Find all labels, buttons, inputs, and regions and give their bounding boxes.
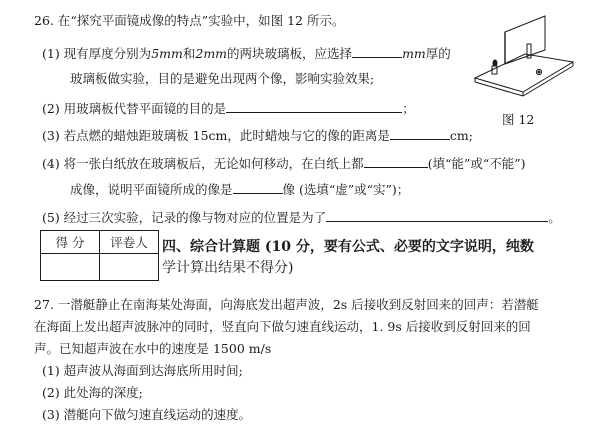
q26-part1-text-a: (1) 现有厚度分别为 (42, 46, 152, 61)
q26-part4-line2 (70, 180, 409, 199)
q27-sub2: (2) 此处海的深度; (42, 385, 143, 400)
q26-part5-end: 。 (548, 210, 561, 225)
q27-sub1: (1) 超声波从海面到达海底所用时间; (42, 363, 243, 378)
q26-part4-text-c: 成像，说明平面镜所成的像是 (70, 182, 233, 197)
answer-blank-2[interactable] (226, 99, 402, 113)
grader-header: 评卷人 (100, 231, 159, 254)
q26-part1-text-c: 和 (182, 46, 196, 61)
q26-part1-5mm: 5mm (151, 46, 183, 61)
q26-part5 (42, 208, 561, 227)
answer-blank-4[interactable] (364, 154, 428, 168)
q27-line2: 在海面上发出超声波脉冲的同时，竖直向下做匀速直线运动，1. 9s 后接收到反射回来的回 (34, 319, 531, 334)
q26-part1 (42, 44, 451, 63)
q26-intro: 26. 在“探究平面镜成像的特点”实验中，如图 12 所示。 (34, 13, 345, 28)
q26-part1-line2: 玻璃板做实验，目的是避免出现两个像，影响实验效果; (70, 71, 375, 86)
score-cell[interactable] (41, 254, 100, 281)
q26-part1-text-g: 厚的 (425, 46, 451, 61)
q27-line3: 声。已知超声波在水中的速度是 1500 m/s (34, 341, 272, 356)
figure-plate-edge (523, 66, 573, 96)
q26-part4-hint: (填“能”或“不能”) (427, 156, 526, 171)
section-title: 四、综合计算题 (10 分，要有公式、必要的文字说明，纯数 (162, 239, 534, 255)
figure-marker-dot (538, 71, 540, 73)
section-title-line2: 学计算出结果不得分) (162, 260, 294, 276)
q26-part1-unit: mm (402, 46, 426, 61)
q26-part4-text: (4) 将一张白纸放在玻璃板后，无论如何移动，在白纸上都 (42, 156, 364, 171)
score-table (40, 230, 159, 281)
answer-blank-6[interactable] (326, 208, 548, 222)
figure-plate-edge (475, 82, 523, 96)
figure-12-diagram (465, 12, 575, 100)
answer-blank-5[interactable] (233, 180, 283, 194)
grader-cell[interactable] (100, 254, 159, 281)
q26-part3 (42, 126, 473, 145)
q26-part1-2mm: 2mm (195, 46, 228, 61)
q26-part2 (42, 99, 415, 118)
q26-part3-unit: cm; (449, 128, 473, 143)
q26-part2-text: (2) 用玻璃板代替平面镜的目的是 (42, 101, 227, 116)
q26-part5-text: (5) 经过三次实验，记录的像与物对应的位置是为了 (42, 210, 327, 225)
q26-part3-text: (3) 若点燃的蜡烛距玻璃板 15cm，此时蜡烛与它的像的距离是 (42, 128, 390, 143)
answer-blank-3[interactable] (390, 126, 450, 140)
figure-flame (493, 60, 497, 66)
q27-line1: 27. 一潜艇静止在南海某处海面，向海底发出超声波，2s 后接收到反射回来的回声：若潜艇 (34, 297, 539, 312)
q27-sub3: (3) 潜艇向下做匀速直线运动的速度。 (42, 407, 252, 422)
q26-part1-text-e: 的两块玻璃板，应选择 (227, 46, 353, 61)
q26-part2-end: ； (402, 101, 415, 116)
q26-part4 (42, 154, 526, 173)
answer-blank-1[interactable] (352, 44, 402, 58)
score-header: 得 分 (41, 231, 100, 254)
figure-caption: 图 12 (502, 112, 535, 127)
q26-part4-text-d: 像 (选填“虚”或“实”)； (282, 182, 410, 197)
